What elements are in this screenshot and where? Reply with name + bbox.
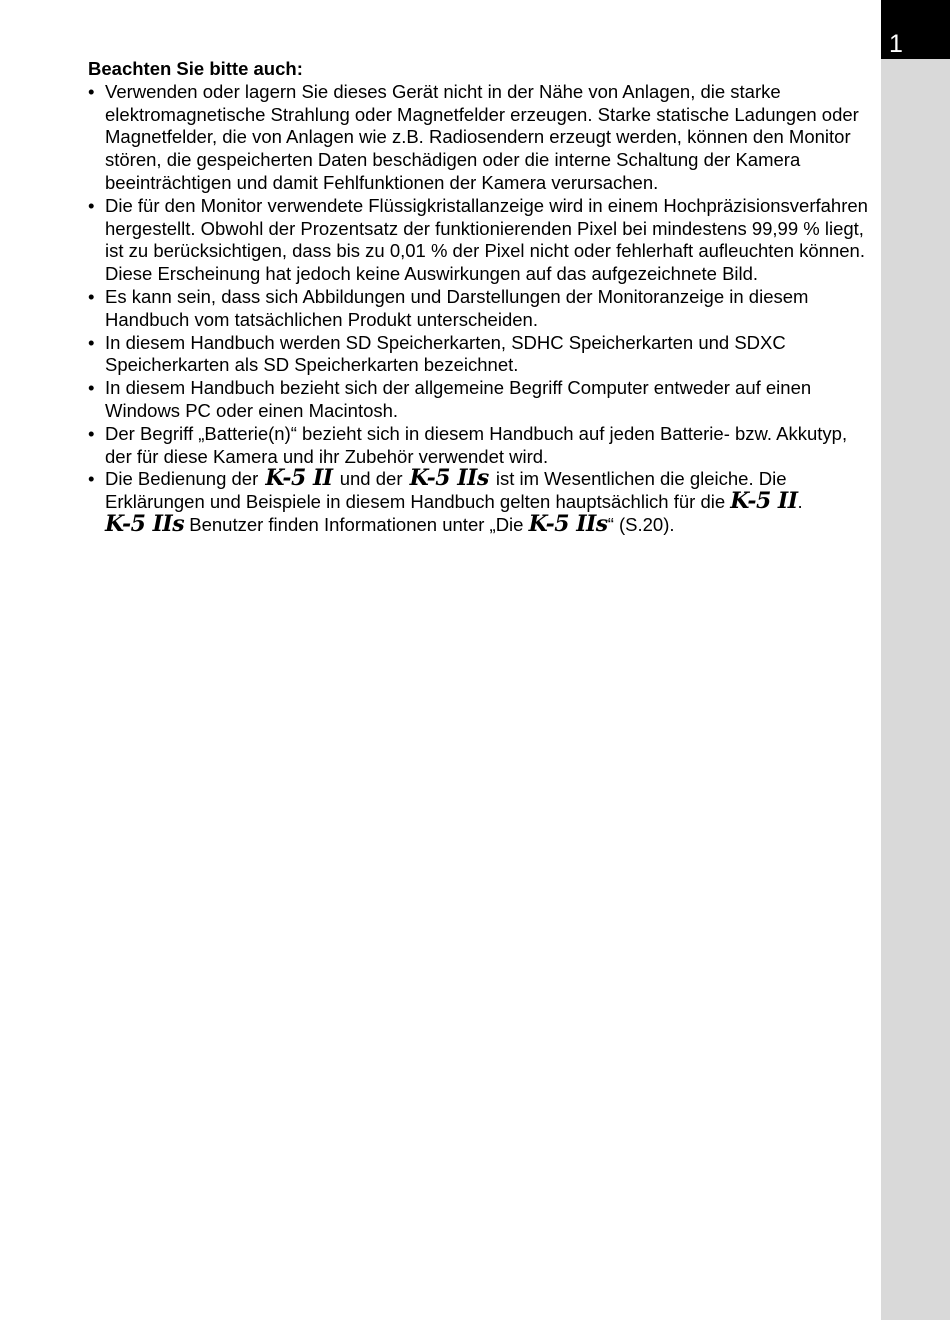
bullet-icon: • [88,468,95,490]
note-item [88,332,878,378]
notes-list [88,81,878,537]
k5iis-logo: K-5 IIs [105,510,185,537]
note-text: In diesem Handbuch werden SD Speicherkarten, SDHC Speicherkarten und SDXC Speicherkarten als SD Speicherkarten bezeichnet. [105,331,786,376]
note-text-part: “ (S.20). [607,513,675,535]
bullet-icon: • [88,194,95,216]
bullet-icon: • [88,331,95,353]
note-text-part: und der [339,468,403,490]
chapter-tab-header [881,0,950,59]
bullet-icon: • [88,422,95,444]
note-item-models [88,465,878,537]
note-text: In diesem Handbuch bezieht sich der allgemeine Begriff Computer entweder auf einen Windows PC oder einen Macintosh. [105,377,812,421]
note-item [88,286,878,332]
note-text-part: Benutzer finden Informationen unter „Die [189,513,524,535]
chapter-number: 1 [889,30,903,58]
note-item [88,423,878,469]
note-text: Verwenden oder lagern Sie dieses Gerät nicht in der Nähe von Anlagen, die starke elektromagnetische Strahlung oder Magnetfelder erzeugen. Starke statische Ladungen oder Magnetfelder, die von Anlagen wie z.B. Radiosendern erzeugt werden, können den Monitor stören, die gespeicherten Daten beschädigen oder die interne Schaltung der Kamera beeinträchtigen und damit Fehlfunktionen der Kamera verursachen. [105,80,859,193]
section-heading: Beachten Sie bitte auch: [88,58,303,79]
note-text: Es kann sein, dass sich Abbildungen und Darstellungen der Monitoranzeige in diesem Handbuch vom tatsächlichen Produkt unterscheiden. [105,285,809,330]
note-text-part: . [797,491,803,513]
k5ii-logo: K-5 II [730,488,798,515]
k5ii-logo: K-5 II [265,465,333,492]
note-item [88,195,878,286]
bullet-icon: • [88,80,95,102]
notes-section [88,58,878,537]
note-text: Die für den Monitor verwendete Flüssigkristallanzeige wird in einem Hochpräzisionsverfahren hergestellt. Obwohl der Prozentsatz der funktionierenden Pixel bei mindestens 99,99 % liegt, ist zu berücksichtigen, dass bis zu 0,01 % der Pixel nicht oder fehlerhaft aufleuchten können. Diese Erscheinung hat jedoch keine Auswirkungen auf das aufgezeichnete Bild. [105,194,868,285]
bullet-icon: • [88,285,95,307]
bullet-icon: • [88,377,95,399]
note-text-part: Die Bedienung der [105,468,259,490]
note-text-part: ist im Wesentlichen die gleiche. Die Erklärungen und Beispiele in diesem Handbuch gelten hauptsächlich für die [105,468,787,513]
note-item [88,81,878,195]
k5iis-logo: K-5 IIs [409,465,489,492]
note-item [88,377,878,423]
chapter-side-tab [881,0,950,1320]
k5iis-logo: K-5 IIs [528,510,608,537]
note-text: Der Begriff „Batterie(n)“ bezieht sich in diesem Handbuch auf jeden Batterie- bzw. Akkutyp, der für diese Kamera und ihr Zubehör verwendet wird. [105,422,848,467]
